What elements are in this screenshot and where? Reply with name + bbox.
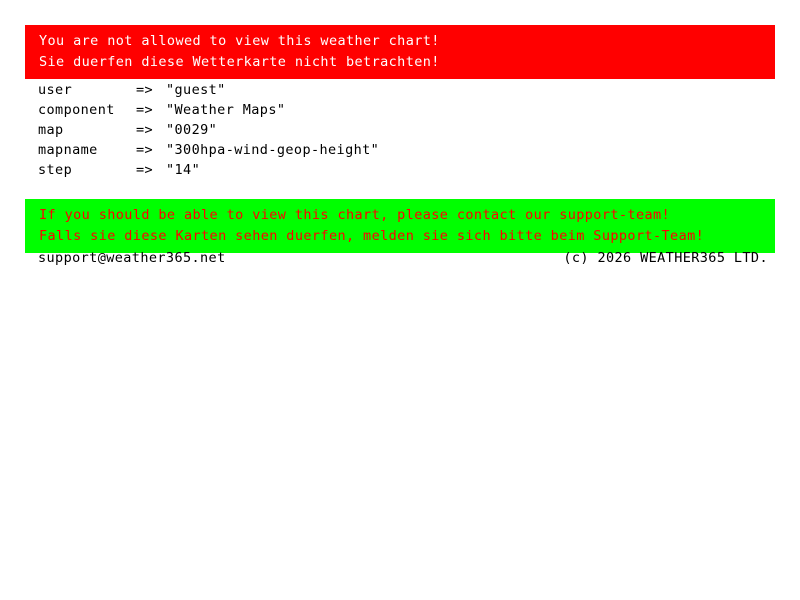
param-value: "14" bbox=[166, 162, 201, 178]
table-row bbox=[38, 80, 379, 100]
info-banner-line-en: If you should be able to view this chart, please contact our support-team! bbox=[39, 207, 671, 223]
support-email-link[interactable]: support@weather365.net bbox=[38, 250, 226, 266]
param-arrow: => bbox=[136, 122, 154, 138]
param-value: "Weather Maps" bbox=[166, 102, 286, 118]
param-arrow: => bbox=[136, 102, 154, 118]
param-key: component bbox=[38, 102, 115, 118]
info-banner-line-de: Falls sie diese Karten sehen duerfen, melden sie sich bitte beim Support-Team! bbox=[39, 228, 705, 244]
param-key: mapname bbox=[38, 142, 98, 158]
copyright-text: (c) 2026 WEATHER365 LTD. bbox=[563, 250, 768, 266]
param-arrow: => bbox=[136, 82, 154, 98]
table-row bbox=[38, 140, 379, 160]
param-key: step bbox=[38, 162, 73, 178]
footer bbox=[38, 250, 768, 266]
table-row bbox=[38, 160, 379, 180]
parameter-list bbox=[38, 80, 379, 180]
param-arrow: => bbox=[136, 142, 154, 158]
param-value: "guest" bbox=[166, 82, 226, 98]
table-row bbox=[38, 100, 379, 120]
param-arrow: => bbox=[136, 162, 154, 178]
param-value: "300hpa-wind-geop-height" bbox=[166, 142, 380, 158]
error-banner-line-de: Sie duerfen diese Wetterkarte nicht betrachten! bbox=[39, 54, 440, 70]
error-banner-line-en: You are not allowed to view this weather chart! bbox=[39, 33, 440, 49]
table-row bbox=[38, 120, 379, 140]
param-value: "0029" bbox=[166, 122, 218, 138]
param-key: user bbox=[38, 82, 73, 98]
info-banner bbox=[25, 199, 775, 253]
error-banner bbox=[25, 25, 775, 79]
param-key: map bbox=[38, 122, 64, 138]
